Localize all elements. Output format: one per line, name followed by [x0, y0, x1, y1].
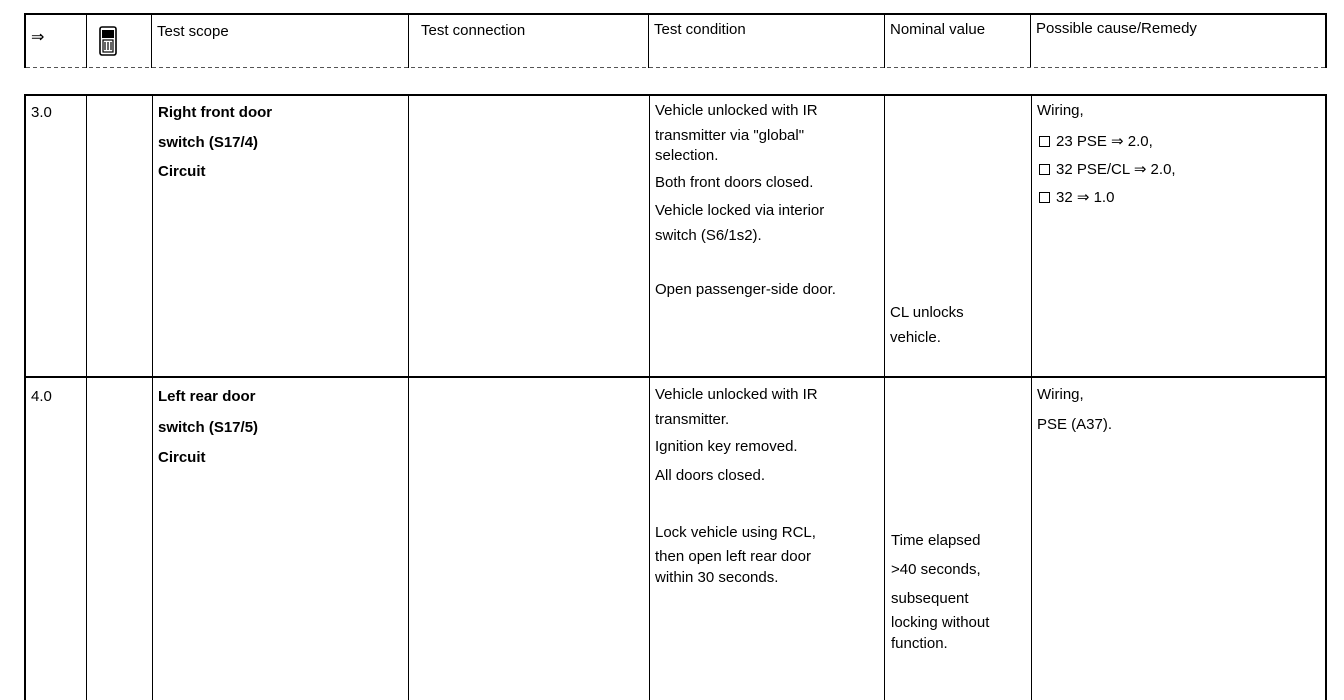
row-condition-line: Lock vehicle using RCL,	[655, 524, 816, 541]
row-scope-line: switch (S17/5)	[158, 419, 259, 436]
row-nominal-line: function.	[891, 635, 948, 652]
header-possible-cause: Possible cause/Remedy	[1036, 20, 1197, 37]
row-cause-item: 23 PSE ⇒ 2.0,	[1039, 133, 1153, 151]
checkbox-icon	[1039, 164, 1050, 175]
row-condition-line: Both front doors closed.	[655, 174, 814, 191]
row-scope-line: Right front door	[158, 104, 273, 121]
row-nominal-line: locking without	[891, 614, 990, 631]
row-condition-line: selection.	[655, 147, 719, 164]
row-condition-line: switch (S6/1s2).	[655, 227, 762, 244]
row-condition-line: transmitter.	[655, 411, 730, 428]
row-condition-line: Vehicle locked via interior	[655, 202, 825, 219]
row-condition-line: Open passenger-side door.	[655, 281, 836, 298]
tester-icon	[98, 25, 120, 63]
row-nominal-line: >40 seconds,	[891, 561, 981, 578]
row-step: 3.0	[31, 104, 52, 121]
header-test-condition: Test condition	[654, 21, 746, 38]
row-condition-line: Vehicle unlocked with IR	[655, 386, 818, 403]
row-cause-line: Wiring,	[1037, 386, 1084, 403]
row-condition-line: transmitter via "global"	[655, 127, 805, 144]
header-test-scope: Test scope	[157, 23, 229, 40]
row-condition-line: then open left rear door	[655, 548, 811, 565]
row-nominal-line: subsequent	[891, 590, 969, 607]
row-cause-line: PSE (A37).	[1037, 416, 1113, 433]
row-condition-line: within 30 seconds.	[655, 569, 779, 586]
row-scope-line: Circuit	[158, 449, 206, 466]
row-scope-line: Circuit	[158, 163, 206, 180]
row-condition-line: Vehicle unlocked with IR	[655, 102, 818, 119]
checkbox-icon	[1039, 136, 1050, 147]
row-nominal-line: Time elapsed	[891, 532, 981, 549]
header-test-connection: Test connection	[421, 22, 526, 39]
checkbox-icon	[1039, 192, 1050, 203]
row-step: 4.0	[31, 388, 52, 405]
row-cause-item: 32 PSE/CL ⇒ 2.0,	[1039, 161, 1176, 179]
row-scope-line: switch (S17/4)	[158, 134, 259, 151]
row-nominal-line: vehicle.	[890, 329, 941, 346]
row-condition-line: Ignition key removed.	[655, 438, 798, 455]
row-nominal-line: CL unlocks	[890, 304, 964, 321]
header-nominal-value: Nominal value	[890, 21, 986, 38]
header-arrow: ⇒	[31, 29, 45, 46]
row-condition-line: All doors closed.	[655, 467, 766, 484]
row-cause-item: 32 ⇒ 1.0	[1039, 189, 1114, 207]
row-cause-line: Wiring,	[1037, 102, 1084, 119]
row-scope-line: Left rear door	[158, 388, 256, 405]
